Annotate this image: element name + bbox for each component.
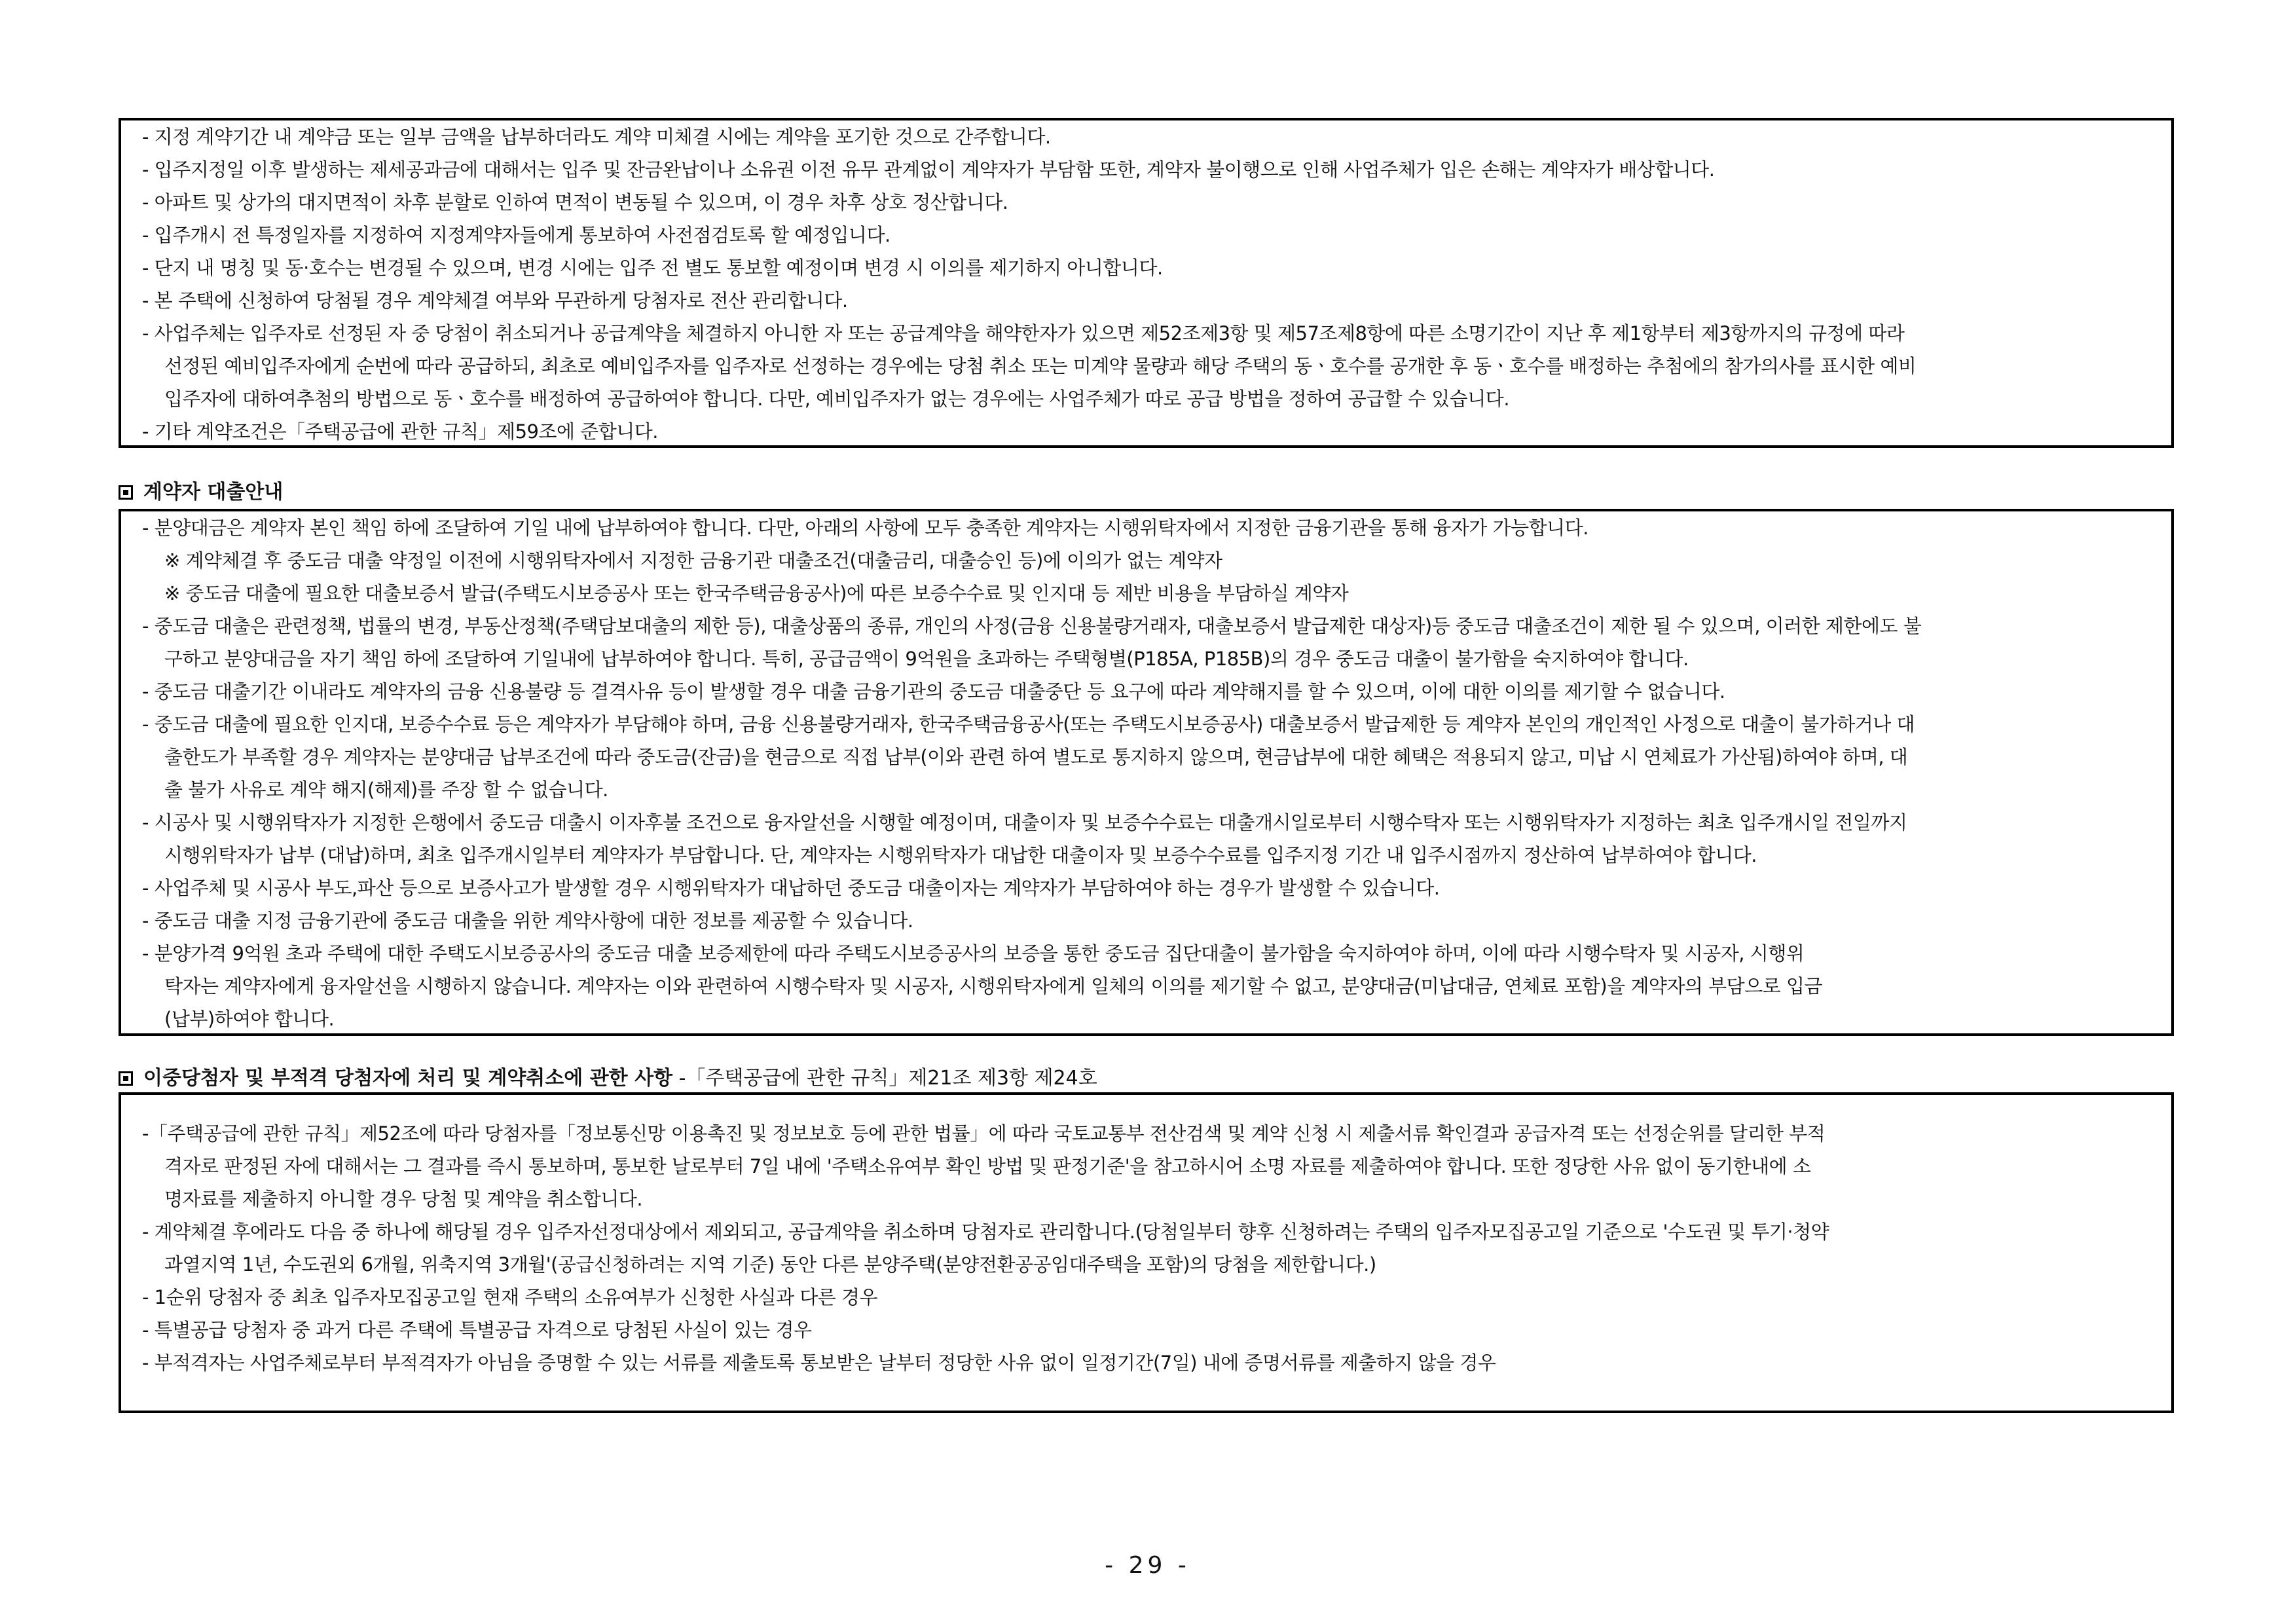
- double-winner-reference: -「주택공급에 관한 규칙」제21조 제3항 제24호: [672, 1067, 1097, 1090]
- loan-guide-line: - 사업주체 및 시공사 부도,파산 등으로 보증사고가 발생할 경우 시행위탁자가 대납하던 중도금 대출이자는 계약자가 부담하여야 하는 경우가 발생할 수 있습니다.: [142, 877, 1440, 899]
- loan-guide-line: - 중도금 대출에 필요한 인지대, 보증수수료 등은 계약자가 부담해야 하며, 금융 신용불량거래자, 한국주택금융공사(또는 주택도시보증공사) 대출보증서 발급제한 등 계약자 본인의 개인적인 사정으로 대출이 불가하거나 대: [142, 713, 1915, 735]
- double-winner-line: -「주택공급에 관한 규칙」제52조에 따라 당첨자를「정보통신망 이용촉진 및 정보보호 등에 관한 법률」에 따라 국토교통부 전산검색 및 계약 신청 시 제출서류 확인결과 공급자격 또는 선정순위를 달리한 부적: [142, 1122, 1826, 1145]
- square-bullet-icon: [119, 485, 133, 500]
- page-number: - 29 -: [1105, 1552, 1190, 1579]
- contract-term-line: - 입주개시 전 특정일자를 지정하여 지정계약자들에게 통보하여 사전점검토록 할 예정입니다.: [142, 224, 890, 246]
- contract-term-line: 선정된 예비입주자에게 순번에 따라 공급하되, 최초로 예비입주자를 입주자로 선정하는 경우에는 당첨 취소 또는 미계약 물량과 해당 주택의 동ㆍ호수를 공개한 후 동ㆍ호수를 배정하는 추첨에의 참가의사를 표시한 예비: [164, 355, 1917, 377]
- loan-guide-line: 출한도가 부족할 경우 계약자는 분양대금 납부조건에 따라 중도금(잔금)을 현금으로 직접 납부(이와 관련 하여 별도로 통지하지 않으며, 현금납부에 대한 혜택은 적용되지 않고, 미납 시 연체료가 가산됨)하여야 하며, 대: [164, 746, 1908, 768]
- loan-guide-line: - 시공사 및 시행위탁자가 지정한 은행에서 중도금 대출시 이자후불 조건으로 융자알선을 시행할 예정이며, 대출이자 및 보증수수료는 대출개시일로부터 시행수탁자 또는 시행위탁자가 지정하는 최초 입주개시일 전일까지: [142, 811, 1907, 834]
- loan-guide-line: - 분양대금은 계약자 본인 책임 하에 조달하여 기일 내에 납부하여야 합니다. 다만, 아래의 사항에 모두 충족한 계약자는 시행위탁자에서 지정한 금융기관을 통해 융자가 가능합니다.: [142, 517, 1588, 539]
- loan-guide-line: ※ 계약체결 후 중도금 대출 약정일 이전에 시행위탁자에서 지정한 금융기관 대출조건(대출금리, 대출승인 등)에 이의가 없는 계약자: [164, 549, 1222, 572]
- double-winner-line: - 계약체결 후에라도 다음 중 하나에 해당될 경우 입주자선정대상에서 제외되고, 공급계약을 취소하며 당첨자로 관리합니다.(당첨일부터 향후 신청하려는 주택의 입주자모집공고일 기준으로 '수도권 및 투기·청약: [142, 1221, 1829, 1243]
- double-winner-line: 과열지역 1년, 수도권외 6개월, 위축지역 3개월'(공급신청하려는 지역 기준) 동안 다른 분양주택(분양전환공공임대주택을 포함)의 당첨을 제한합니다.): [164, 1253, 1376, 1276]
- loan-guide-line: (납부)하여야 합니다.: [164, 1008, 335, 1030]
- contract-term-line: - 사업주체는 입주자로 선정된 자 중 당첨이 취소되거나 공급계약을 체결하지 아니한 자 또는 공급계약을 해약한자가 있으면 제52조제3항 및 제57조제8항에 따른 소명기간이 지난 후 제1항부터 제3항까지의 규정에 따라: [142, 322, 1905, 344]
- loan-guide-line: 구하고 분양대금을 자기 책임 하에 조달하여 기일내에 납부하여야 합니다. 특히, 공급금액이 9억원을 초과하는 주택형별(P185A, P185B)의 경우 중도금 대출이 불가함을 숙지하여야 합니다.: [164, 648, 1689, 670]
- contract-term-line: - 기타 계약조건은「주택공급에 관한 규칙」제59조에 준합니다.: [142, 420, 658, 443]
- double-winner-heading: [119, 1064, 1097, 1093]
- loan-guide-line: - 중도금 대출은 관련정책, 법률의 변경, 부동산정책(주택담보대출의 제한 등), 대출상품의 종류, 개인의 사정(금융 신용불량거래자, 대출보증서 발급제한 대상자)등 중도금 대출조건이 제한 될 수 있으며, 이러한 제한에도 불: [142, 615, 1922, 637]
- loan-guide-line: - 중도금 대출 지정 금융기관에 중도금 대출을 위한 계약사항에 대한 정보를 제공할 수 있습니다.: [142, 910, 913, 932]
- contract-term-line: - 아파트 및 상가의 대지면적이 차후 분할로 인하여 면적이 변동될 수 있으며, 이 경우 차후 상호 정산합니다.: [142, 191, 1008, 213]
- loan-guide-title: 계약자 대출안내: [143, 481, 284, 504]
- loan-guide-line: - 중도금 대출기간 이내라도 계약자의 금융 신용불량 등 결격사유 등이 발생할 경우 대출 금융기관의 중도금 대출중단 등 요구에 따라 계약해지를 할 수 있으며, 이에 대한 이의를 제기할 수 없습니다.: [142, 680, 1725, 703]
- double-winner-line: 격자로 판정된 자에 대해서는 그 결과를 즉시 통보하며, 통보한 날로부터 7일 내에 '주택소유여부 확인 방법 및 판정기준'을 참고하시어 소명 자료를 제출하여야 합니다. 또한 정당한 사유 없이 동기한내에 소: [164, 1155, 1811, 1177]
- contract-term-line: - 입주지정일 이후 발생하는 제세공과금에 대해서는 입주 및 잔금완납이나 소유권 이전 유무 관계없이 계약자가 부담함 또한, 계약자 불이행으로 인해 사업주체가 입은 손해는 계약자가 배상합니다.: [142, 158, 1715, 181]
- double-winner-line: 명자료를 제출하지 아니할 경우 당첨 및 계약을 취소합니다.: [164, 1188, 643, 1210]
- double-winner-title: 이중당첨자 및 부적격 당첨자에 처리 및 계약취소에 관한 사항: [143, 1067, 673, 1090]
- double-winner-line: - 1순위 당첨자 중 최초 입주자모집공고일 현재 주택의 소유여부가 신청한 사실과 다른 경우: [142, 1286, 878, 1308]
- contract-term-line: 입주자에 대하여추첨의 방법으로 동ㆍ호수를 배정하여 공급하여야 합니다. 다만, 예비입주자가 없는 경우에는 사업주체가 따로 공급 방법을 정하여 공급할 수 있습니다.: [164, 388, 1510, 410]
- contract-term-line: - 본 주택에 신청하여 당첨될 경우 계약체결 여부와 무관하게 당첨자로 전산 관리합니다.: [142, 289, 848, 312]
- loan-guide-box: [119, 509, 2174, 1036]
- loan-guide-heading: [119, 478, 283, 507]
- loan-guide-line: ※ 중도금 대출에 필요한 대출보증서 발급(주택도시보증공사 또는 한국주택금융공사)에 따른 보증수수료 및 인지대 등 제반 비용을 부담하실 계약자: [164, 582, 1349, 604]
- loan-guide-line: 출 불가 사유로 계약 해지(해제)를 주장 할 수 없습니다.: [164, 779, 608, 801]
- contract-terms-box: [119, 118, 2174, 448]
- loan-guide-line: - 분양가격 9억원 초과 주택에 대한 주택도시보증공사의 중도금 대출 보증제한에 따라 주택도시보증공사의 보증을 통한 중도금 집단대출이 불가함을 숙지하여야 하며, 이에 따라 시행수탁자 및 시공자, 시행위: [142, 942, 1805, 965]
- double-winner-line: - 부적격자는 사업주체로부터 부적격자가 아님을 증명할 수 있는 서류를 제출토록 통보받은 날부터 정당한 사유 없이 일정기간(7일) 내에 증명서류를 제출하지 않을 경우: [142, 1352, 1496, 1374]
- loan-guide-line: 탁자는 계약자에게 융자알선을 시행하지 않습니다. 계약자는 이와 관련하여 시행수탁자 및 시공자, 시행위탁자에게 일체의 이의를 제기할 수 없고, 분양대금(미납대금, 연체료 포함)을 계약자의 부담으로 입금: [164, 975, 1822, 997]
- double-winner-box: [119, 1092, 2174, 1413]
- double-winner-line: - 특별공급 당첨자 중 과거 다른 주택에 특별공급 자격으로 당첨된 사실이 있는 경우: [142, 1319, 812, 1341]
- contract-term-line: - 지정 계약기간 내 계약금 또는 일부 금액을 납부하더라도 계약 미체결 시에는 계약을 포기한 것으로 간주합니다.: [142, 126, 1051, 148]
- square-bullet-icon: [119, 1071, 133, 1086]
- contract-term-line: - 단지 내 명칭 및 동·호수는 변경될 수 있으며, 변경 시에는 입주 전 별도 통보할 예정이며 변경 시 이의를 제기하지 아니합니다.: [142, 257, 1163, 279]
- loan-guide-line: 시행위탁자가 납부 (대납)하며, 최초 입주개시일부터 계약자가 부담합니다. 단, 계약자는 시행위탁자가 대납한 대출이자 및 보증수수료를 입주지정 기간 내 입주시점까지 정산하여 납부하여야 합니다.: [164, 844, 1757, 866]
